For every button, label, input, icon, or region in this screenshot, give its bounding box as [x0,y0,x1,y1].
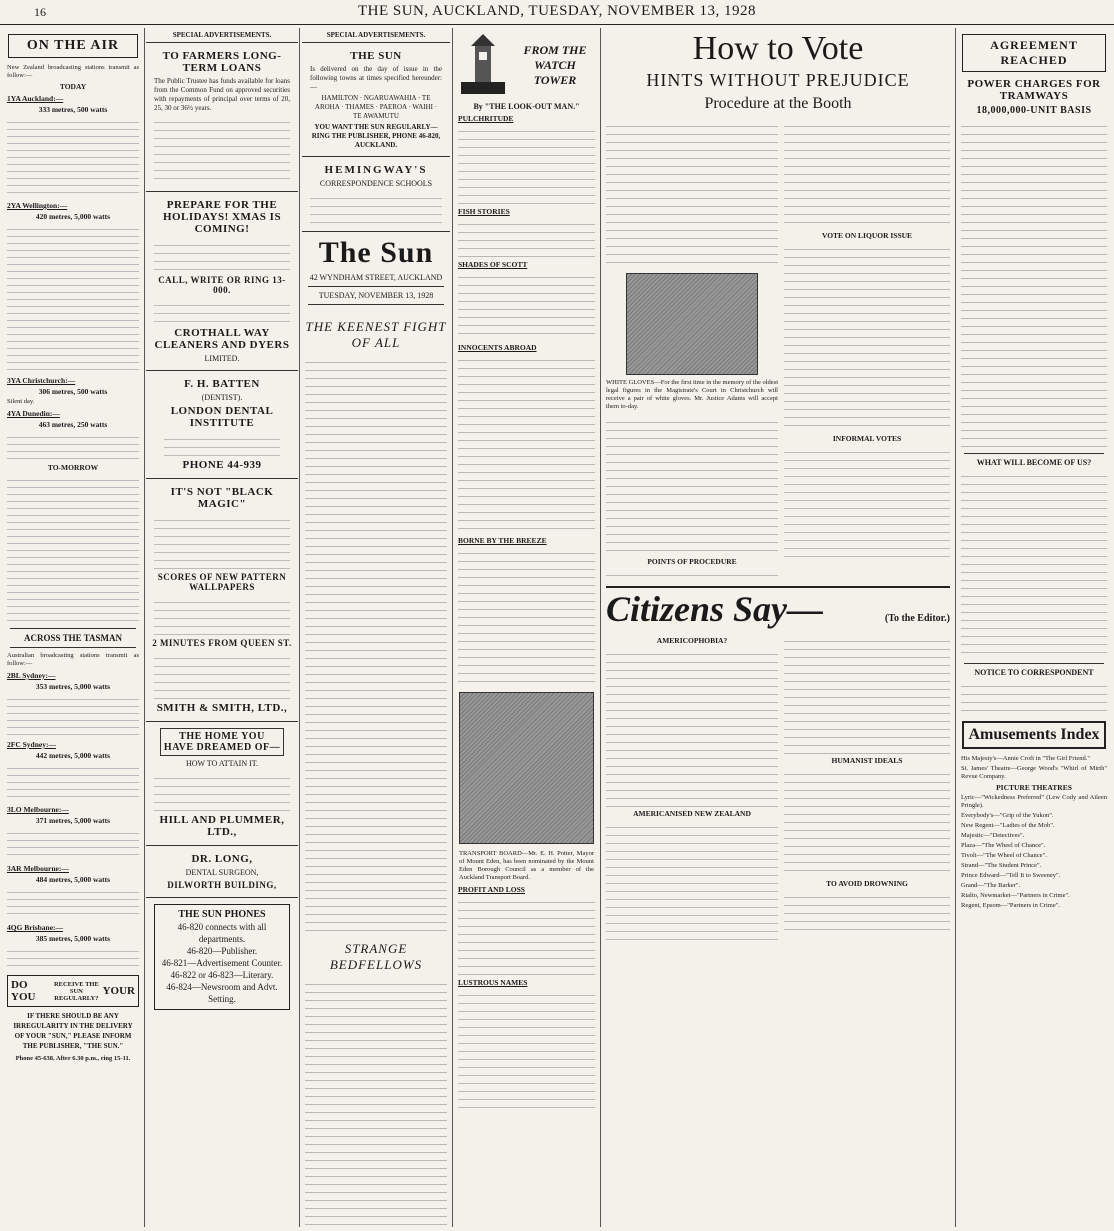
divider [308,286,444,287]
vote-text [606,568,778,580]
station-spec: 420 metres, 5,000 watts [35,212,111,221]
programme-text [7,762,139,802]
subheading: LUSTROUS NAMES [458,978,528,987]
letters-left [606,634,778,940]
sun-phones-box [154,904,290,1010]
notice-heading: NOTICE TO CORRESPONDENT [974,668,1094,677]
ad-heading: IT'S NOT "BLACK MAGIC" [170,486,274,510]
station-name: 2BL Sydney:— [7,671,56,680]
phone-line: 46-820 connects with all departments. [177,922,267,944]
station-name: 3AR Melbourne:— [7,864,69,873]
sun-date: TUESDAY, NOVEMBER 13, 1928 [318,291,434,300]
dr-long-ad [146,846,298,898]
station-spec: 353 metres, 5,000 watts [35,682,111,691]
editorial-heading: THE KEENEST FIGHT OF ALL [305,319,447,350]
publisher-phones: Phone 45-638. After 6.30 p.m., ring 15-11. [15,1055,131,1062]
byline: By "THE LOOK-OUT MAN." [473,102,580,111]
photo-caption: TRANSPORT BOARD—Mr. E. H. Potter, Mayor of Mount Eden, has been nominated by the Mount Eden Borough Council as a member of the Auckland Transport Board. [459,850,594,881]
want-sun: YOU WANT THE SUN REGULARLY—RING THE PUBLISHER, PHONE 46-820, AUCKLAND. [311,123,441,149]
ad-text [154,298,290,324]
divider [10,647,136,648]
promo-right: YOUR [102,985,135,997]
letter-text [606,647,778,807]
station-spec: 442 metres, 5,000 watts [35,751,111,760]
editorial-column [302,28,450,1227]
divider [10,628,136,629]
letter-text [606,820,778,940]
agreement-column [958,28,1110,1227]
column-text [458,217,595,257]
station-name: 1YA Auckland:— [7,94,64,103]
letters-right [784,634,950,940]
column-rule [452,28,453,1227]
farmers-loans-ad [146,43,298,192]
today-heading: TODAY [59,82,87,91]
irregularity-notice: IF THERE SHOULD BE ANY IRREGULARITY IN THE DELIVERY OF YOUR "SUN," PLEASE INFORM THE PUBLISHER, "THE SUN." [13,1012,133,1050]
pictures-heading: PICTURE THEATRES [996,783,1072,792]
station-name: 3LO Melbourne:— [7,805,69,814]
vote-right-col [784,119,950,580]
subheading: INNOCENTS ABROAD [458,343,537,352]
towns: HAMILTON · NGARUAWAHIA · TE AROHA · THAMES · PAEROA · WAIHI · TE AWAMUTU [314,94,438,120]
column-text [458,353,595,533]
hemingway-sub: CORRESPONDENCE SCHOOLS [319,179,433,188]
theatre-listing: Majestic—"Detectives". [961,832,1025,839]
ad-body: The Public Trustee has funds available for loans from the Common Fund on approved securities with repayments of principal over terms of 20, 25, 30 or 36½ years. [154,77,290,112]
notice-text [961,679,1107,715]
divider [964,663,1104,664]
institute-name: LONDON DENTAL INSTITUTE [170,405,274,429]
letter-text [784,634,950,754]
theatre-listing: St. James' Theatre—George Wood's "Whirl of Mirth" Revue Company. [961,765,1107,780]
station-name: 4YA Dunedin:— [7,409,60,418]
column-text [458,124,595,204]
section-heading: SPECIAL ADVERTISEMENTS. [146,28,298,43]
ad-text [154,771,290,811]
bedfellows-text [305,977,447,1227]
batten-name: F. H. BATTEN [184,378,260,390]
divider [308,304,444,305]
sun-body: Is delivered on the day of issue in the following towns at times specified hereunder:— [310,65,442,91]
vote-text [784,445,950,563]
column-text [458,895,595,975]
theatre-listing: Grand—"The Barker". [961,882,1021,889]
phones-heading: THE SUN PHONES [178,909,266,920]
column-rule [144,28,145,1227]
long-name: DR. LONG, [191,853,253,865]
ad-text [154,238,290,272]
silent-day: Silent day. [7,398,35,405]
crothall-ad [146,192,298,371]
white-gloves-caption: WHITE GLOVES—For the first time in the memory of the oldest legal figures in the Magistrate's Court in Christchurch will receive a pair of white gloves. Mr. Justice Adams will accept them to-day. [606,379,778,410]
letter-text [961,469,1107,659]
to-the-editor: (To the Editor.) [884,613,950,624]
informal-heading: INFORMAL VOTES [832,434,902,443]
vote-subtitle-2: Procedure at the Booth [704,95,852,112]
sun-logo-block [302,232,450,313]
ad-heading: SCORES OF NEW PATTERN WALLPAPERS [157,572,287,592]
on-the-air-column [4,28,142,1227]
station-spec: 463 metres, 250 watts [38,420,108,429]
phone-line: 46-820—Publisher. [186,946,258,956]
theatre-listing: Lyric—"Wickedness Preferred" (Lew Cody and Aileen Pringle). [961,794,1107,809]
watch-tower-title: FROM THE WATCH TOWER [523,42,587,87]
citizens-header [606,586,950,630]
hill-plummer-ad [146,722,298,846]
station-spec: 385 metres, 5,000 watts [35,934,111,943]
theatre-listing: Tivoli—"The Wheel of Chance". [961,852,1047,859]
ad-heading: PREPARE FOR THE HOLIDAYS! XMAS IS COMING! [162,199,282,235]
vote-body [606,119,950,580]
smith-name: SMITH & SMITH, LTD., [156,702,288,714]
liquor-heading: VOTE ON LIQUOR ISSUE [821,231,913,240]
dilworth: DILWORTH BUILDING, [167,880,277,890]
sun-heading: THE SUN [350,50,402,62]
hemingway-ad [302,157,450,232]
dentist-label: (DENTIST). [201,393,243,402]
divider [964,453,1104,454]
batten-dental-ad [146,371,298,479]
dental-phone: PHONE 44-939 [182,459,262,471]
letter-heading: AMERICANISED NEW ZEALAND [633,809,751,818]
ad-text [154,595,290,635]
programme-text [7,431,139,461]
phone-line: 46-824—Newsroom and Advt. Setting. [166,982,278,1004]
ad-subheading: HOW TO ATTAIN IT. [185,759,259,768]
programme-text [7,474,139,624]
column-rule [299,28,300,1227]
column-text [458,988,595,1108]
letter-heading: HUMANIST IDEALS [831,756,903,765]
surgeon-label: DENTAL SURGEON, [185,868,259,877]
station-spec: 333 metres, 500 watts [38,105,108,114]
programme-text [7,886,139,920]
letter-text [784,767,950,877]
programme-text [7,116,139,198]
sun-delivery-ad [302,43,450,157]
ad-heading: 2 MINUTES FROM QUEEN ST. [152,638,292,648]
column-text [458,270,595,340]
adams-portrait [626,273,758,375]
column-text [458,546,595,686]
programme-text [7,945,139,971]
points-heading: POINTS OF PROCEDURE [647,557,737,566]
citizens-title: Citizens Say— [606,589,824,629]
section-heading: SPECIAL ADVERTISEMENTS. [302,28,450,43]
subheading: SHADES OF SCOTT [458,260,528,269]
tasman-intro: Australian broadcasting stations transmit as follow:— [7,652,139,667]
hill-name: HILL AND PLUMMER, LTD., [159,814,285,838]
phone-line: 46-822 or 46-823—Literary. [170,970,274,980]
ad-text [154,115,290,185]
theatre-listing: Everybody's—"Grip of the Yukon". [961,812,1054,819]
limited: LIMITED. [204,354,240,363]
vote-text [606,119,778,269]
sun-regularly-promo [7,975,139,1007]
subheading: PULCHRITUDE [458,114,514,123]
masthead [0,0,1114,25]
promo-mid: RECEIVE THE SUN REGULARLY? [53,980,99,1002]
ad-text [154,513,290,569]
broadcast-intro: New Zealand broadcasting stations transmit as follow:— [7,64,139,79]
theatre-listing: New Regent—"Ladies of the Mob". [961,822,1055,829]
station-name: 2FC Sydney:— [7,740,56,749]
theatre-listing: Rialto, Newmarket—"Partners in Crime". [961,892,1070,899]
programme-text [7,223,139,373]
bedfellows-heading: STRANGE BEDFELLOWS [329,941,423,972]
hemingway-name: HEMINGWAY'S [324,164,428,176]
station-name: 3YA Christchurch:— [7,376,76,385]
ad-text [154,651,290,699]
theatre-listing: Prince Edward—"Tell It to Sweeney". [961,872,1061,879]
women-heading: WHAT WILL BECOME OF US? [976,458,1092,467]
ad-heading: THE HOME YOU HAVE DREAMED OF— [160,728,284,756]
subheading: BORNE BY THE BREEZE [458,536,547,545]
vote-text [606,415,778,555]
station-spec: 306 metres, 500 watts [38,387,108,396]
potter-portrait [459,692,594,844]
promo-left: DO YOU [11,979,36,1003]
letter-text [784,890,950,930]
agreement-heading: AGREEMENT REACHED [962,34,1106,72]
tomorrow-heading: TO-MORROW [47,463,99,472]
theatre-listing: Plaza—"The Wheel of Chance". [961,842,1046,849]
vote-text [784,119,950,229]
ad-text [164,432,280,456]
programme-text [7,827,139,861]
how-to-vote-column [603,28,953,1227]
units-heading: 18,000,000-UNIT BASIS [976,105,1092,116]
watch-tower-icon [457,34,509,96]
on-the-air-heading: ON THE AIR [8,34,138,58]
letters-body [606,634,950,940]
sun-logo: The Sun [318,236,434,269]
amusements-heading: Amusements Index [962,721,1106,749]
theatre-listing: Regent, Epsom—"Partners in Crime". [961,902,1061,909]
power-heading: POWER CHARGES FOR TRAMWAYS [967,78,1101,102]
programme-text [7,693,139,737]
column-rule [955,28,956,1227]
station-name: 4QG Brisbane:— [7,923,64,932]
vote-left-col [606,119,778,580]
letter-heading: TO AVOID DROWNING [826,879,908,888]
page-number: 16 [34,5,46,19]
agreement-text [961,119,1107,449]
wallpaper-ad [146,479,298,722]
editorial-text [305,355,447,935]
phone-line: 46-821—Advertisement Counter. [161,958,283,968]
station-name: 2YA Wellington:— [7,201,68,210]
vote-title: How to Vote [692,30,864,67]
watch-tower-header [457,34,596,96]
tasman-heading: ACROSS THE TASMAN [23,633,123,643]
subheading: PROFIT AND LOSS [458,885,525,894]
letter-heading: AMERICOPHOBIA? [656,636,728,645]
call-line: CALL, WRITE OR RING 13-000. [158,275,286,295]
theatre-listing: His Majesty's—Annie Croft in "The Girl Friend." [961,755,1091,762]
ad-text [310,191,442,225]
watch-tower-column [455,28,598,1227]
subheading: FISH STORIES [458,207,510,216]
masthead-title: THE SUN, AUCKLAND, TUESDAY, NOVEMBER 13, 1928 [357,3,757,19]
sun-address: 42 WYNDHAM STREET, AUCKLAND [309,273,443,282]
station-spec: 371 metres, 5,000 watts [35,816,111,825]
vote-subtitle: HINTS WITHOUT PREJUDICE [646,70,910,90]
column-rule [600,28,601,1227]
advertisements-column [146,28,298,1227]
crothall-name: CROTHALL WAY CLEANERS AND DYERS [154,327,290,351]
station-spec: 484 metres, 5,000 watts [35,875,111,884]
theatre-listing: Strand—"The Student Prince". [961,862,1042,869]
vote-text [784,242,950,432]
ad-heading: TO FARMERS LONG-TERM LOANS [162,50,282,74]
